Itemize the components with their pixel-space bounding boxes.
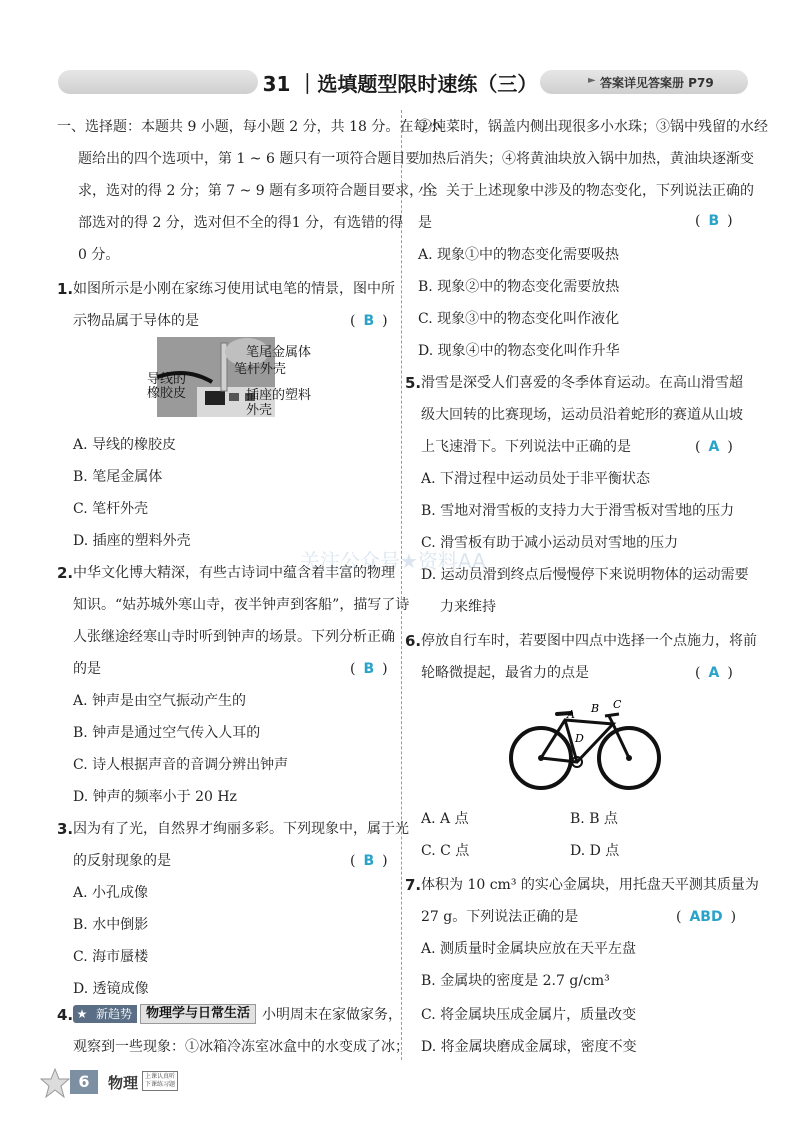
q2-stem: 中华文化博大精深，有些古诗词中蕴含着丰富的物理 bbox=[73, 565, 395, 581]
q5-option-a: A. 下滑过程中运动员处于非平衡状态 bbox=[421, 471, 651, 487]
q1-stem: 示物品属于导体的是 bbox=[73, 313, 199, 329]
q6-stem: 停放自行车时，若要图中四点中选择一个点施力，将前 bbox=[421, 633, 757, 649]
q3-option-d: D. 透镜成像 bbox=[73, 981, 149, 997]
q5-stem: 上飞速滑下。下列说法中正确的是 bbox=[421, 439, 631, 455]
question-number: 3. bbox=[57, 820, 74, 838]
q7-stem: 体积为 10 cm³ 的实心金属块，用托盘天平测其质量为 bbox=[421, 877, 759, 893]
tag-topic: 物理学与日常生活 bbox=[140, 1004, 256, 1024]
question-number: 6. bbox=[405, 632, 422, 650]
watermark: 关注公众号★资料AA bbox=[300, 549, 486, 573]
q5-stem: 级大回转的比赛现场，运动员沿着蛇形的赛道从山坡 bbox=[421, 407, 743, 423]
q5-option-d-cont: 力来维持 bbox=[440, 599, 496, 615]
section-line: 一、选择题：本题共 9 小题，每小题 2 分，共 18 分。在每小 bbox=[57, 119, 442, 135]
q4-stem: 是 bbox=[418, 215, 432, 231]
q5-option-d: D. 运动员滑到终点后慢慢停下来说明物体的运动需要 bbox=[421, 567, 749, 583]
arrow-icon: ► bbox=[588, 75, 596, 86]
subject-label: 物理 bbox=[108, 1074, 139, 1092]
point-a-label: A bbox=[567, 708, 575, 721]
q4-option-b: B. 现象②中的物态变化需要放热 bbox=[418, 279, 620, 295]
q3-option-b: B. 水中倒影 bbox=[73, 917, 149, 933]
label-rubber: 橡胶皮 bbox=[147, 386, 187, 401]
q6-option-a: A. A 点 bbox=[421, 811, 469, 827]
q2-stem: 知识。“姑苏城外寒山寺，夜半钟声到客船”，描写了诗 bbox=[73, 597, 410, 613]
q4-option-a: A. 现象①中的物态变化需要吸热 bbox=[418, 247, 620, 263]
question-number: 7. bbox=[405, 876, 422, 894]
point-c-label: C bbox=[613, 698, 622, 711]
q4-stem: 小。关于上述现象中涉及的物态变化，下列说法正确的 bbox=[418, 183, 754, 199]
q5-option-c: C. 滑雪板有助于减小运动员对雪地的压力 bbox=[421, 535, 679, 551]
q1-option-c: C. 笔杆外壳 bbox=[73, 501, 149, 517]
q2-option-c: C. 诗人根据声音的音调分辨出钟声 bbox=[73, 757, 289, 773]
q1-stem: 如图所示是小刚在家练习使用试电笔的情景，图中所 bbox=[73, 281, 395, 297]
q5-answer: ( A ) bbox=[695, 439, 733, 455]
q2-option-b: B. 钟声是通过空气传入人耳的 bbox=[73, 725, 261, 741]
q6-option-b: B. B 点 bbox=[570, 811, 618, 827]
point-d-label: D bbox=[575, 732, 584, 745]
page-title: 31 ｜选填题型限时速练（三） bbox=[262, 72, 538, 96]
q7-option-a: A. 测质量时金属块应放在天平左盘 bbox=[421, 941, 637, 957]
q5-stem: 滑雪是深受人们喜爱的冬季体育运动。在高山滑雪超 bbox=[421, 375, 743, 391]
q1-option-b: B. 笔尾金属体 bbox=[73, 469, 163, 485]
q7-stem: 27 g。下列说法正确的是 bbox=[421, 909, 579, 925]
q7-answer: ( ABD ) bbox=[676, 909, 737, 925]
question-number: 2. bbox=[57, 564, 74, 582]
label-pen-tail: 笔尾金属体 bbox=[246, 345, 312, 360]
q3-answer: ( B ) bbox=[350, 853, 388, 869]
q2-answer: ( B ) bbox=[350, 661, 388, 677]
q2-option-d: D. 钟声的频率小于 20 Hz bbox=[73, 789, 237, 805]
q4-stem: 加热后消失；④将黄油块放入锅中加热，黄油块逐渐变 bbox=[418, 151, 754, 167]
question-number: 5. bbox=[405, 374, 422, 392]
section-line: 0 分。 bbox=[78, 247, 120, 263]
label-pen-shell: 笔杆外壳 bbox=[234, 362, 287, 377]
header-bar-left bbox=[58, 70, 258, 94]
q7-option-c: C. 将金属块压成金属片，质量改变 bbox=[421, 1007, 637, 1023]
section-line: 部选对的得 2 分，选对但不全的得1 分，有选错的得 bbox=[78, 215, 404, 231]
q3-stem: 的反射现象的是 bbox=[73, 853, 171, 869]
q4-tag bbox=[73, 1004, 256, 1024]
q1-option-a: A. 导线的橡胶皮 bbox=[73, 437, 177, 453]
q2-stem: 人张继途经寒山寺时听到钟声的场景。下列分析正确 bbox=[73, 629, 395, 645]
q3-option-a: A. 小孔成像 bbox=[73, 885, 149, 901]
q1-answer: ( B ) bbox=[350, 313, 388, 329]
bicycle-diagram bbox=[505, 696, 665, 796]
answer-reference: 答案详见答案册 P79 bbox=[600, 76, 714, 90]
q4-stem: 小明周末在家做家务， bbox=[262, 1007, 402, 1023]
q1-option-d: D. 插座的塑料外壳 bbox=[73, 533, 191, 549]
q4-option-c: C. 现象③中的物态变化叫作液化 bbox=[418, 311, 620, 327]
page-number: 6 bbox=[70, 1070, 98, 1094]
q4-stem: 观察到一些现象：①冰箱冷冻室冰盒中的水变成了冰； bbox=[73, 1039, 409, 1055]
q7-option-b: B. 金属块的密度是 2.7 g/cm³ bbox=[421, 973, 610, 989]
label-wire: 导线的 bbox=[147, 372, 187, 387]
q3-stem: 因为有了光，自然界才绚丽多彩。下列现象中，属于光 bbox=[73, 821, 409, 837]
q6-option-c: C. C 点 bbox=[421, 843, 470, 859]
q7-option-d: D. 将金属块磨成金属球，密度不变 bbox=[421, 1039, 637, 1055]
tag-trend: 新趋势 bbox=[91, 1005, 137, 1023]
section-line: 求，选对的得 2 分；第 7 ~ 9 题有多项符合题目要求，全 bbox=[78, 183, 438, 199]
q2-stem: 的是 bbox=[73, 661, 101, 677]
question-number: 1. bbox=[57, 280, 74, 298]
q6-option-d: D. D 点 bbox=[570, 843, 620, 859]
q5-option-b: B. 雪地对滑雪板的支持力大于滑雪板对雪地的压力 bbox=[421, 503, 735, 519]
q4-answer: ( B ) bbox=[695, 213, 733, 229]
label-socket: 插座的塑料 bbox=[246, 388, 312, 403]
q3-option-c: C. 海市蜃楼 bbox=[73, 949, 149, 965]
q6-answer: ( A ) bbox=[695, 665, 733, 681]
label-shell: 外壳 bbox=[246, 403, 273, 418]
footer-slogan: 上课认真听 下课练习题 bbox=[142, 1071, 178, 1091]
point-b-label: B bbox=[591, 702, 600, 715]
section-line: 题给出的四个选项中，第 1 ~ 6 题只有一项符合题目要 bbox=[78, 151, 420, 167]
star-icon: ★ bbox=[73, 1005, 91, 1023]
column-divider bbox=[401, 110, 402, 1060]
q6-stem: 轮略微提起，最省力的点是 bbox=[421, 665, 589, 681]
star-badge-icon bbox=[40, 1068, 70, 1098]
q4-stem: ②炖菜时，锅盖内侧出现很多小水珠；③锅中残留的水经 bbox=[418, 119, 768, 135]
question-number: 4. bbox=[57, 1006, 74, 1024]
q4-option-d: D. 现象④中的物态变化叫作升华 bbox=[418, 343, 620, 359]
q2-option-a: A. 钟声是由空气振动产生的 bbox=[73, 693, 247, 709]
